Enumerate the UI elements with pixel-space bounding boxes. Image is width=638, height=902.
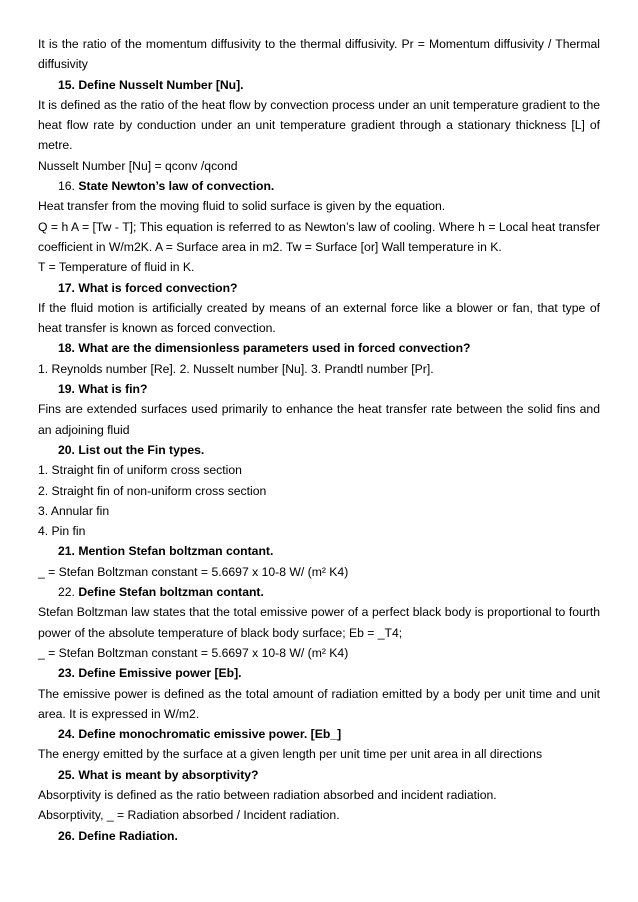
question-heading-18 <box>38 338 600 358</box>
paragraph-stefan-constant: _ = Stefan Boltzman constant = 5.6697 x 10-8 W/ (m² K4) <box>38 564 349 579</box>
paragraph-nusselt-definition: It is defined as the ratio of the heat flow by convection process under an unit temperature gradient to the heat flow rate by conduction under an unit temperature gradient through a stationary thickness [L] of metre. <box>38 97 600 153</box>
question-title: What is meant by absorptivity? <box>78 767 259 782</box>
paragraph-newton-equation: Q = h A = [Tw - T]; This equation is referred to as Newton’s law of cooling. Where h = Local heat transfer coefficient in W/m2K. A = Surface area in m2. Tw = Surface [or] Wall temperature in K. <box>38 219 600 254</box>
question-number: 23. <box>58 666 75 681</box>
question-number: 25. <box>58 767 75 782</box>
document-page <box>38 34 600 846</box>
list-item-fin-type: 4. Pin fin <box>38 524 86 539</box>
question-number: 21. <box>58 544 75 559</box>
paragraph-forced-convection: If the fluid motion is artificially created by means of an external force like a blower or fan, that type of heat transfer is known as forced convection. <box>38 300 600 336</box>
paragraph-stefan-law: Stefan Boltzman law states that the total emissive power of a perfect black body is proportional to fourth power of the absolute temperature of black body surface; Eb = _T4; <box>38 605 600 640</box>
question-heading-15 <box>38 75 600 95</box>
question-title: Define Stefan boltzman contant. <box>78 585 264 600</box>
paragraph-monochromatic-emissive-power: The energy emitted by the surface at a given length per unit time per unit area in all directions <box>38 747 543 762</box>
question-number: 19. <box>58 382 75 397</box>
question-number: 16. <box>58 179 75 194</box>
question-title: Define monochromatic emissive power. [Eb_] <box>78 727 342 742</box>
paragraph-prandtl-definition: It is the ratio of the momentum diffusivity to the thermal diffusivity. Pr = Momentum diffusivity / Thermal diffusivity <box>38 37 600 72</box>
question-title: Define Emissive power [Eb]. <box>78 666 242 681</box>
question-heading-24 <box>38 724 600 744</box>
question-title: Mention Stefan boltzman contant. <box>78 544 274 559</box>
list-item-fin-type: 3. Annular fin <box>38 503 110 518</box>
paragraph-stefan-constant: _ = Stefan Boltzman constant = 5.6697 x 10-8 W/ (m² K4) <box>38 645 349 660</box>
question-heading-21 <box>38 541 600 561</box>
question-title: What are the dimensionless parameters used in forced convection? <box>78 341 471 356</box>
question-title: What is forced convection? <box>78 280 238 295</box>
paragraph-nusselt-formula: Nusselt Number [Nu] = qconv /qcond <box>38 158 238 173</box>
question-title: Define Nusselt Number [Nu]. <box>78 77 244 92</box>
paragraph-fluid-temperature: T = Temperature of fluid in K. <box>38 260 195 275</box>
question-heading-16 <box>38 176 600 196</box>
question-number: 20. <box>58 442 75 457</box>
question-heading-23 <box>38 663 600 683</box>
question-heading-19 <box>38 379 600 399</box>
question-title: What is fin? <box>78 382 148 397</box>
paragraph-absorptivity-formula: Absorptivity, _ = Radiation absorbed / Incident radiation. <box>38 808 340 823</box>
question-title: State Newton’s law of convection. <box>78 179 275 194</box>
list-item-fin-type: 2. Straight fin of non-uniform cross section <box>38 483 267 498</box>
question-number: 18. <box>58 341 75 356</box>
question-title: List out the Fin types. <box>78 442 205 457</box>
question-number: 22. <box>58 585 75 600</box>
question-number: 26. <box>58 828 75 843</box>
question-number: 24. <box>58 727 75 742</box>
question-heading-17 <box>38 278 600 298</box>
paragraph-fin-definition: Fins are extended surfaces used primarily to enhance the heat transfer rate between the solid fins and an adjoining fluid <box>38 402 600 437</box>
list-item-fin-type: 1. Straight fin of uniform cross section <box>38 463 242 478</box>
question-heading-20 <box>38 440 600 460</box>
paragraph-newton-intro: Heat transfer from the moving fluid to solid surface is given by the equation. <box>38 199 446 214</box>
question-number: 17. <box>58 280 75 295</box>
paragraph-absorptivity-definition: Absorptivity is defined as the ratio between radiation absorbed and incident radiation. <box>38 787 497 802</box>
question-number: 15. <box>58 77 75 92</box>
paragraph-dimensionless-parameters: 1. Reynolds number [Re]. 2. Nusselt number [Nu]. 3. Prandtl number [Pr]. <box>38 361 434 376</box>
question-title: Define Radiation. <box>78 828 178 843</box>
paragraph-emissive-power: The emissive power is defined as the total amount of radiation emitted by a body per unit time and unit area. It is expressed in W/m2. <box>38 686 600 721</box>
question-heading-22 <box>38 582 600 602</box>
question-heading-25 <box>38 765 600 785</box>
question-heading-26 <box>38 826 600 846</box>
